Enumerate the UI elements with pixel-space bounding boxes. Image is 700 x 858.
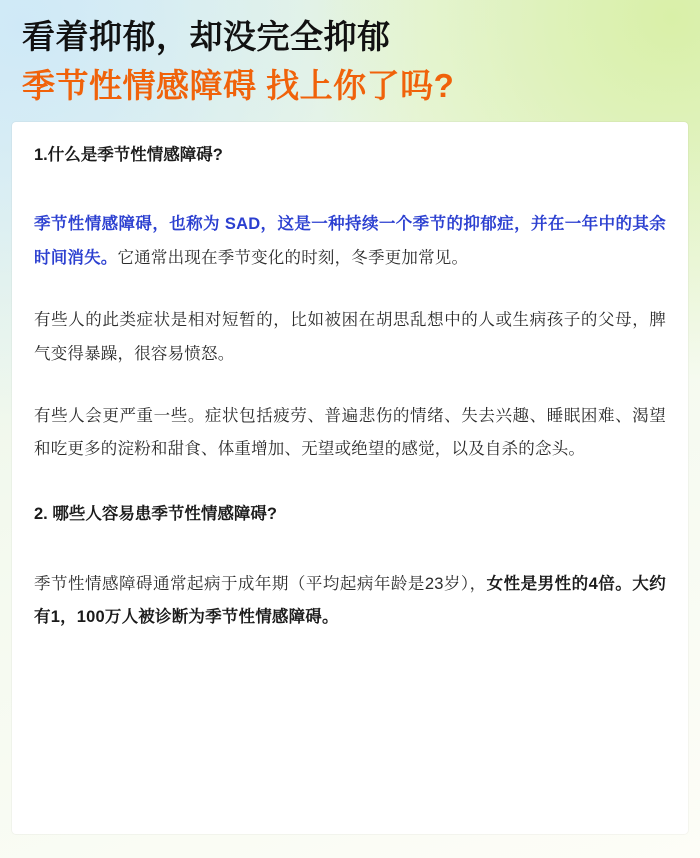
paragraph-run-normal: 它通常出现在季节变化的时刻，冬季更加常见。 bbox=[117, 249, 469, 268]
paragraph-run-normal: 有些人的此类症状是相对短暂的，比如被困在胡思乱想中的人或生病孩子的父母，脾气变得暴躁，很容易愤怒。 bbox=[34, 310, 666, 363]
paragraph bbox=[34, 304, 666, 372]
page-title: 看着抑郁，却没完全抑郁 bbox=[22, 18, 391, 55]
poster-header bbox=[12, 14, 688, 106]
content-card bbox=[12, 122, 688, 834]
section-heading: 2. 哪些人容易患季节性情感障碍? bbox=[34, 505, 277, 524]
spacer bbox=[34, 534, 666, 568]
section-who-is-affected bbox=[34, 501, 666, 635]
spacer bbox=[34, 276, 666, 304]
section-heading: 1.什么是季节性情感障碍? bbox=[34, 145, 223, 164]
page-subtitle: 季节性情感障碍 找上你了吗? bbox=[22, 66, 455, 104]
section-what-is-sad bbox=[34, 142, 666, 467]
spacer bbox=[34, 467, 666, 501]
paragraph bbox=[34, 568, 666, 636]
paragraph-run-normal: 有些人会更严重一些。症状包括疲劳、普遍悲伤的情绪、失去兴趣、睡眠困难、渴望和吃更多的淀粉和甜食、体重增加、无望或绝望的感觉，以及自杀的念头。 bbox=[34, 406, 666, 459]
spacer bbox=[34, 174, 666, 208]
paragraph-run-normal: 季节性情感障碍通常起病于成年期（平均起病年龄是23岁）， bbox=[34, 574, 487, 593]
paragraph bbox=[34, 208, 666, 276]
paragraph-run-highlight: 季节性情感障碍，也称为 SAD，这是一种持续一个季节的抑郁症，并在一年中的其余时间消失。 bbox=[34, 215, 666, 268]
spacer bbox=[34, 372, 666, 400]
paragraph-run-highlight: 女性是男性的4倍。大约有1，100万人被诊断为季节性情感障碍。 bbox=[34, 574, 666, 627]
paragraph bbox=[34, 400, 666, 468]
